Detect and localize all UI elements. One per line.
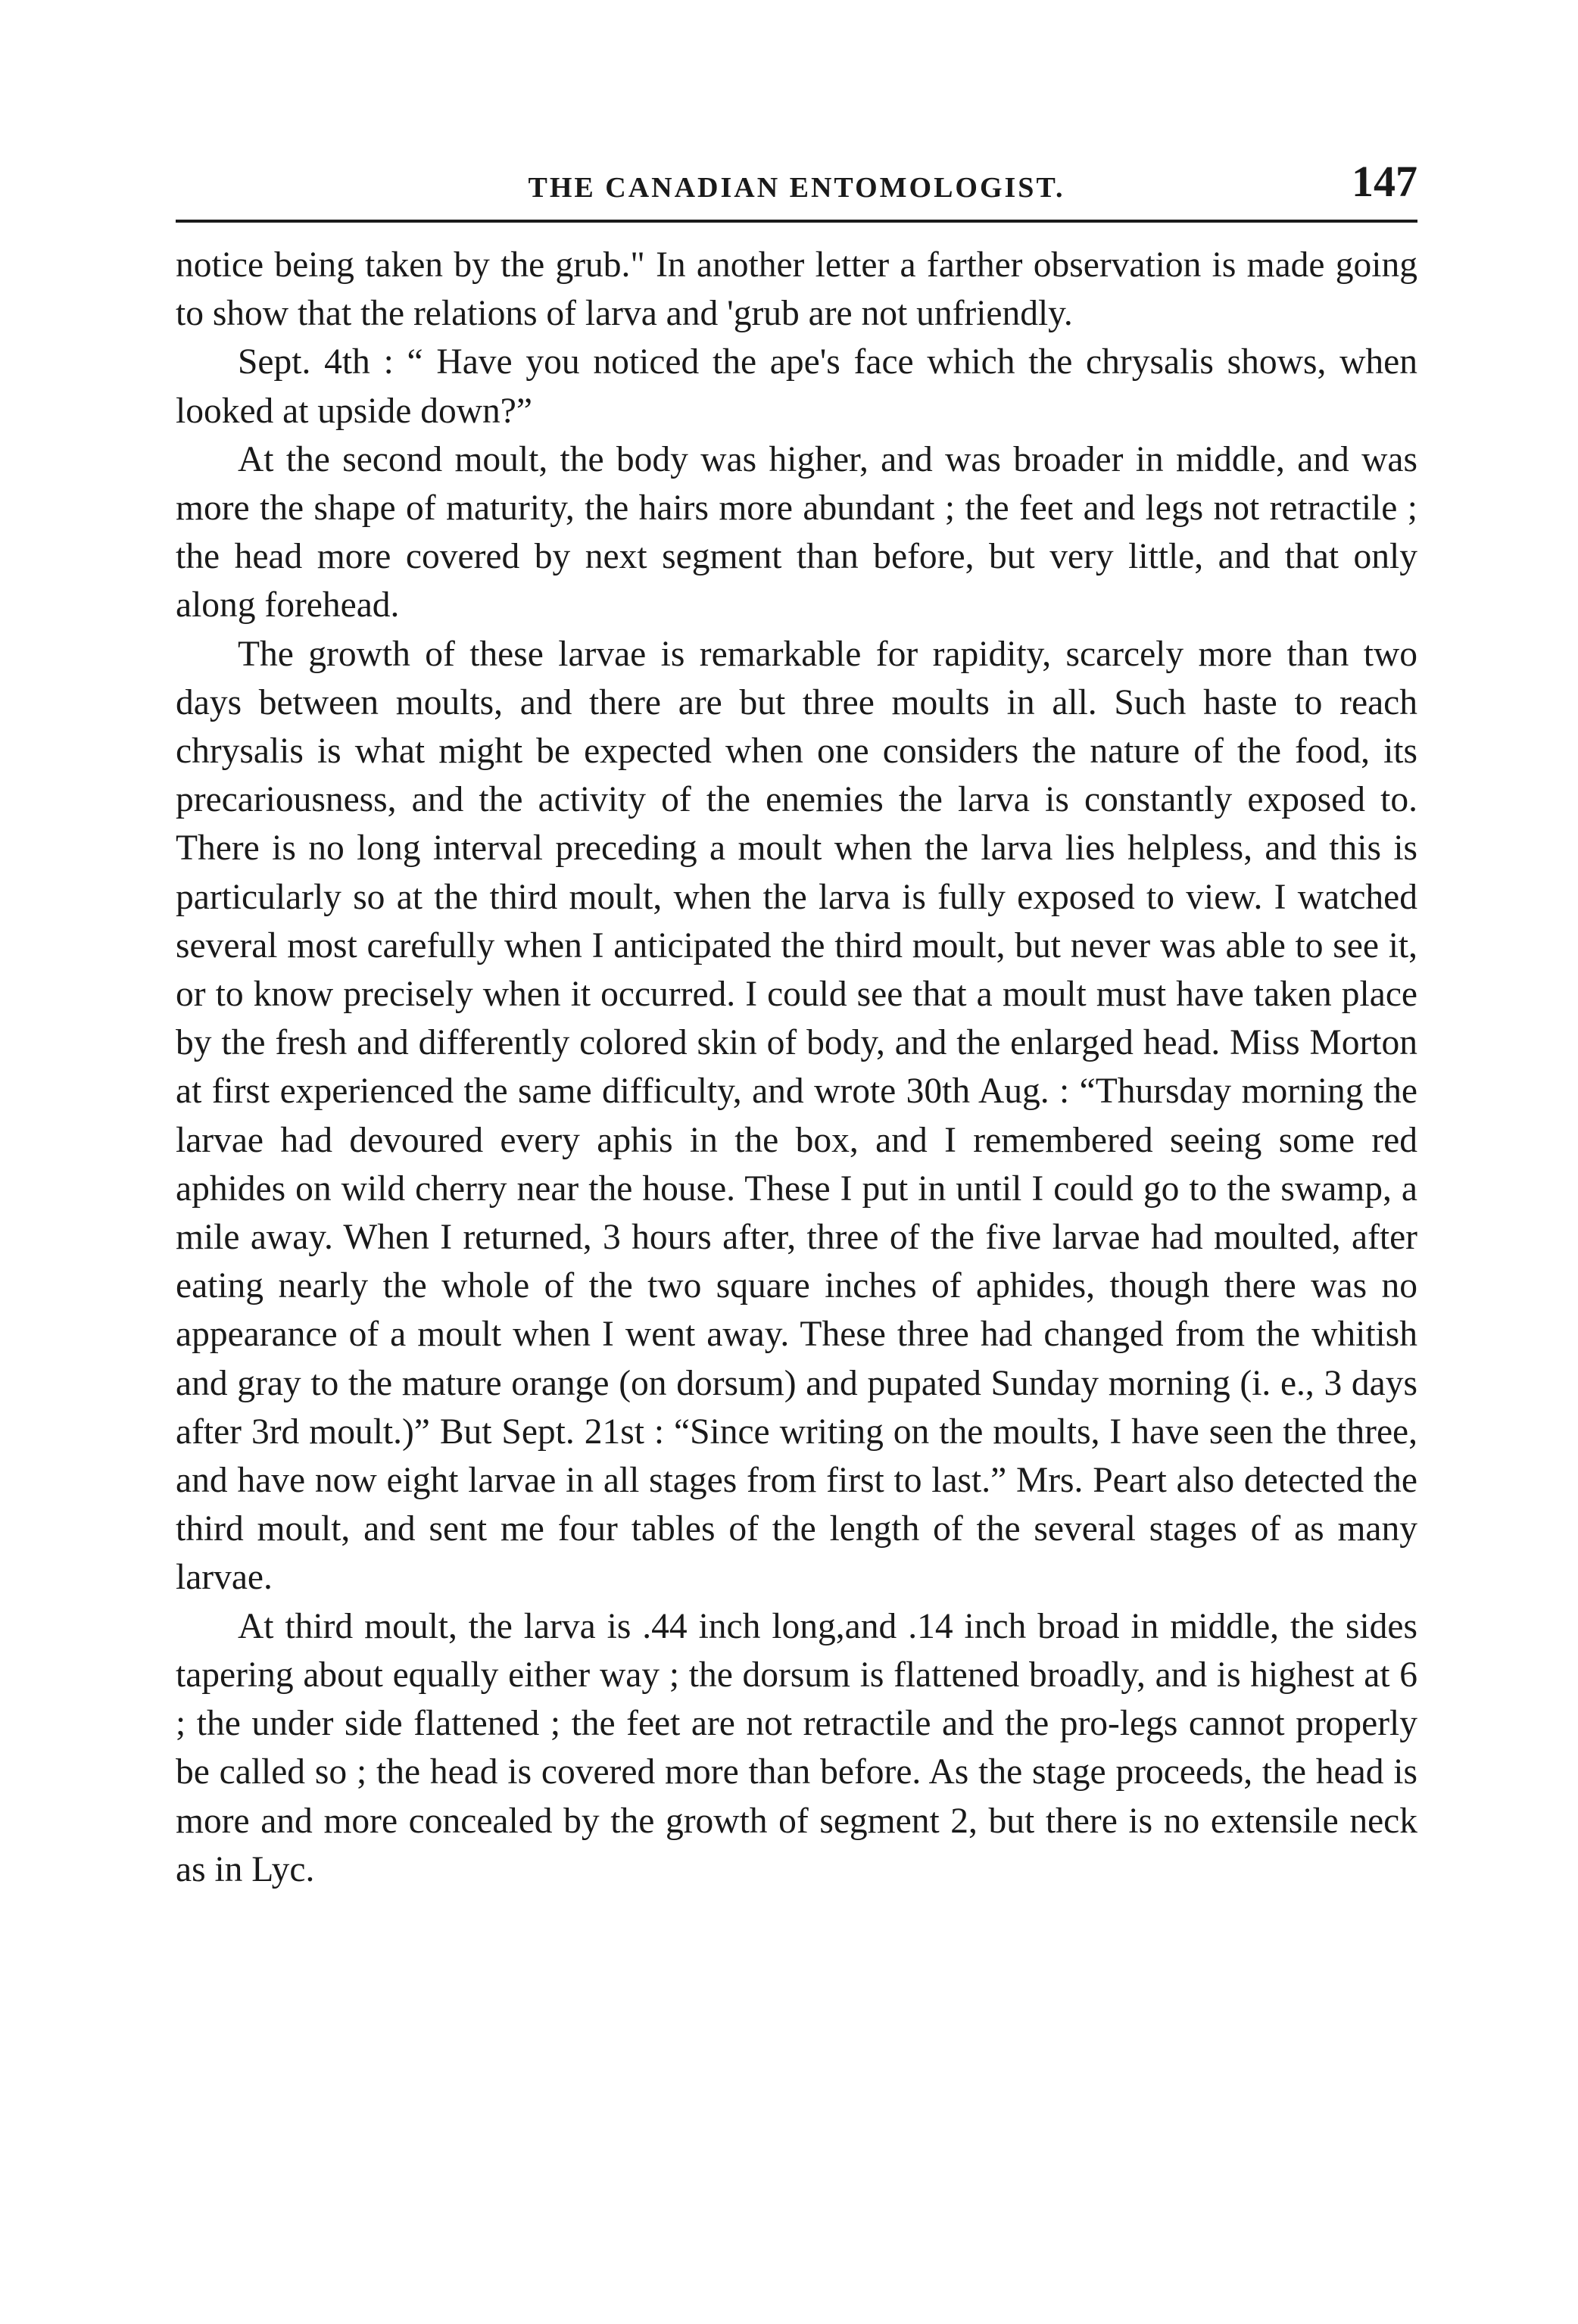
body-text: [176, 241, 1417, 1894]
running-head: [176, 151, 1417, 223]
running-title: THE CANADIAN ENTOMOLOGIST.: [528, 172, 1065, 204]
page-number: 147: [1352, 157, 1417, 206]
paragraph-second-moult: At the second moult, the body was higher, and was broader in middle, and was more the shape of maturity, the hairs more abundant ; the feet and legs not retractile ; the head more covered by next segment than before, but very little, and that only along forehead.: [176, 439, 1417, 625]
paragraph-growth-of-larvae: The growth of these larvae is remarkable for rapidity, scarcely more than two days between moults, and there are but three moults in all. Such haste to reach chrysalis is what might be expected when one considers the nature of the food, its precariousness, and the activity of the enemies the larva is constantly exposed to. There is no long interval preceding a moult when the larva lies helpless, and this is particularly so at the third moult, when the larva is fully exposed to view. I watched several most carefully when I anticipated the third moult, but never was able to see it, or to know precisely when it occurred. I could see that a moult must have taken place by the fresh and differently colored skin of body, and the enlarged head. Miss Morton at first experienced the same difficulty, and wrote 30th Aug. : “Thursday morning the larvae had devoured every aphis in the box, and I remembered seeing some red aphides on wild cherry near the house. These I put in until I could go to the swamp, a mile away. When I returned, 3 hours after, three of the five larvae had moulted, after eating nearly the whole of the two square inches of aphides, though there was no appearance of a moult when I went away. These three had changed from the whitish and gray to the mature orange (on dorsum) and pupated Sunday morning (i. e., 3 days after 3rd moult.)” But Sept. 21st : “Since writing on the moults, I have seen the three, and have now eight larvae in all stages from first to last.” Mrs. Peart also detected the third moult, and sent me four tables of the length of the several stages of as many larvae.: [176, 634, 1417, 1598]
book-page: [176, 151, 1417, 1894]
paragraph-third-moult: At third moult, the larva is .44 inch long,and .14 inch broad in middle, the sides tapering about equally either way ; the dorsum is flattened broadly, and is highest at 6 ; the under side flattened ; the feet are not retractile and the pro-legs cannot properly be called so ; the head is covered more than before. As the stage proceeds, the head is more and more concealed by the growth of segment 2, but there is no extensile neck as in Lyc.: [176, 1606, 1417, 1889]
paragraph-sept-4th: Sept. 4th : “ Have you noticed the ape's face which the chrysalis shows, when looked at upside down?”: [176, 342, 1417, 431]
paragraph-continuation: notice being taken by the grub." In another letter a farther observation is made going to show that the relations of larva and 'grub are not unfriendly.: [176, 245, 1417, 334]
